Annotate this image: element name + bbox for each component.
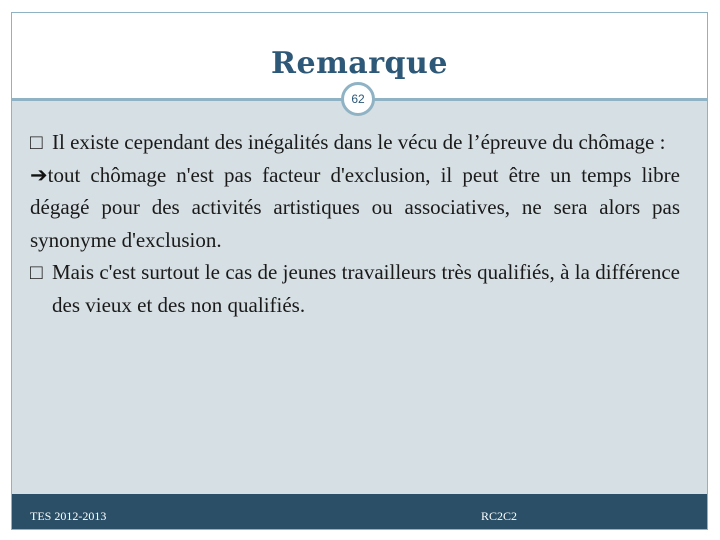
bullet-icon: □: [30, 130, 43, 154]
slide-number: 62: [341, 82, 375, 116]
footer-left: TES 2012-2013: [30, 509, 107, 523]
bullet-icon: □: [30, 260, 43, 284]
footer-bar: [12, 494, 707, 529]
paragraph-1-text: Il existe cependant des inégalités dans le vécu de l’épreuve du chômage :: [52, 130, 666, 154]
paragraph-1: [30, 126, 680, 159]
paragraph-2: [30, 159, 680, 257]
arrow-icon: ➔: [30, 162, 48, 187]
paragraph-2-text: tout chômage n'est pas facteur d'exclusion, il peut être un temps libre dégagé pour des activités artistiques ou associatives, ne sera alors pas synonyme d'exclusion.: [30, 162, 680, 252]
paragraph-3: [30, 256, 680, 321]
footer-right: RC2C2: [481, 509, 518, 523]
slide-title: Remarque: [271, 46, 448, 81]
paragraph-3-text: Mais c'est surtout le cas de jeunes travailleurs très qualifiés, à la différence des vieux et des non qualifiés.: [52, 260, 680, 317]
slide-body: [30, 126, 680, 321]
